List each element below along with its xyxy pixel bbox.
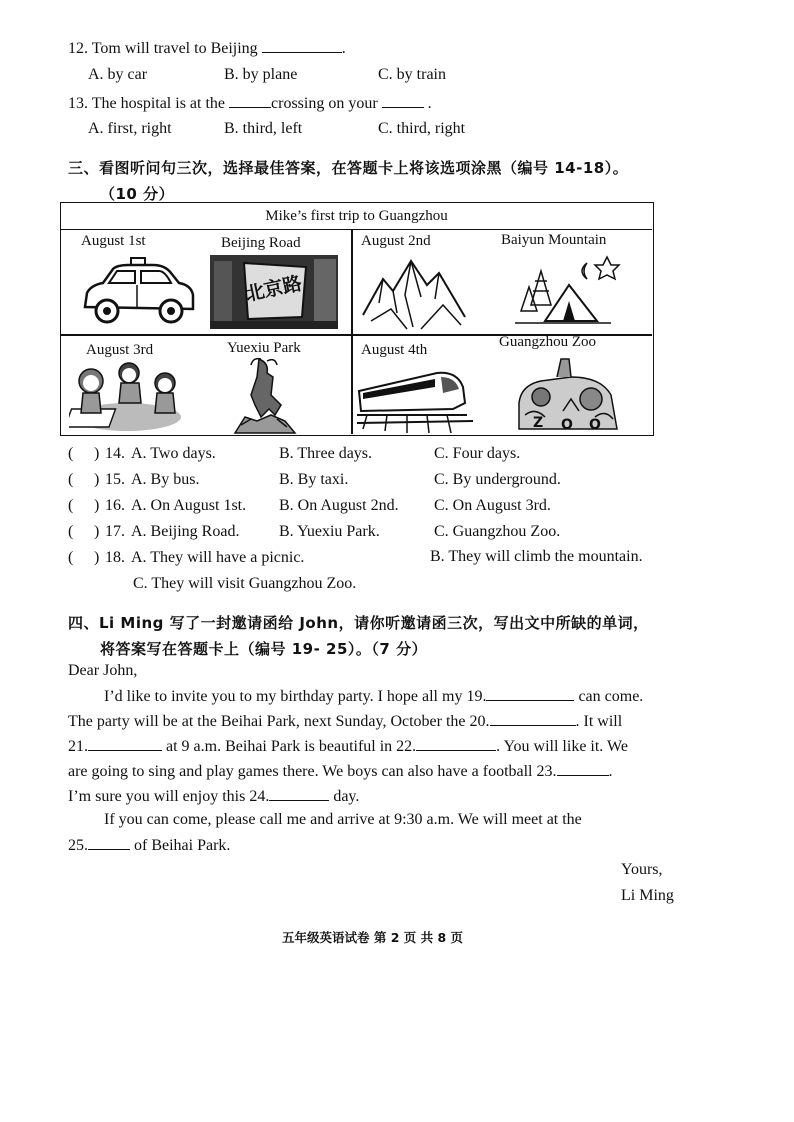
blank-20[interactable]: [490, 711, 576, 726]
section-4-heading-cont: 将答案写在答题卡上（编号 19- 25）。（7 分）: [100, 640, 428, 658]
option-c[interactable]: C. By underground.: [434, 471, 561, 488]
cell-place: Baiyun Mountain: [501, 232, 607, 248]
cell-date: August 1st: [81, 233, 146, 249]
letter-line: [68, 786, 359, 806]
letter-text: I’m sure you will enjoy this 24.: [68, 788, 270, 805]
goat-statue-icon: [221, 355, 305, 435]
svg-text:O: O: [561, 417, 573, 433]
answer-paren[interactable]: ): [94, 549, 100, 566]
option-a[interactable]: A. By bus.: [131, 471, 200, 488]
letter-text: I’d like to invite you to my birthday party. I hope all my 19.: [104, 688, 487, 705]
option-b[interactable]: B. Three days.: [279, 445, 373, 462]
blank-24[interactable]: [269, 786, 329, 801]
cell-place: Yuexiu Park: [227, 340, 301, 356]
cell-place: Guangzhou Zoo: [499, 334, 597, 350]
letter-text: 21.: [68, 738, 88, 755]
q13-option-b[interactable]: B. third, left: [224, 120, 303, 137]
letter-greeting: Dear John,: [68, 662, 138, 679]
letter-text: can come.: [578, 688, 644, 705]
option-a[interactable]: A. On August 1st.: [131, 497, 247, 514]
q12-option-c[interactable]: C. by train: [378, 66, 446, 83]
train-icon: [357, 363, 477, 435]
letter-text: are going to sing and play games there. We boys can also have a football 23.: [68, 763, 557, 780]
letter-line: [68, 761, 613, 781]
answer-blank[interactable]: [262, 38, 342, 53]
q13-option-c[interactable]: C. third, right: [378, 120, 466, 137]
cell-date: August 2nd: [361, 233, 431, 249]
svg-text:Z: Z: [533, 415, 544, 431]
letter-closing: Yours,: [621, 861, 663, 878]
mountains-icon: [361, 255, 471, 331]
section-3-score: （10 分）: [100, 185, 175, 203]
answer-paren[interactable]: ): [94, 497, 100, 514]
option-b[interactable]: B. On August 2nd.: [279, 497, 399, 514]
cell-place: Beijing Road: [221, 235, 301, 251]
answer-blank[interactable]: [382, 93, 424, 108]
letter-text: 25.: [68, 837, 88, 854]
table-divider: [351, 229, 353, 434]
option-c[interactable]: C. They will visit Guangzhou Zoo.: [133, 575, 357, 592]
letter-line: [68, 736, 628, 756]
letter-line: If you can come, please call me and arrive at 9:30 a.m. We will meet at the: [104, 811, 582, 828]
blank-25[interactable]: [88, 835, 130, 850]
answer-paren: (: [68, 497, 74, 514]
question-number: 18.: [105, 549, 125, 566]
blank-22[interactable]: [416, 736, 496, 751]
option-a[interactable]: A. Two days.: [131, 445, 216, 462]
q13-end: .: [427, 95, 432, 112]
sign-text: 北京路: [243, 272, 304, 306]
letter-text: The party will be at the Beihai Park, next Sunday, October the 20.: [68, 713, 490, 730]
zoo-animals-icon: [511, 355, 627, 435]
q13-stem-a: 13. The hospital is at the: [68, 95, 226, 112]
answer-paren: (: [68, 471, 74, 488]
letter-text: at 9 a.m. Beihai Park is beautiful in 22.: [166, 738, 417, 755]
option-c[interactable]: C. On August 3rd.: [434, 497, 551, 514]
letter-text: .: [608, 763, 613, 780]
question-number: 17.: [105, 523, 125, 540]
answer-paren[interactable]: ): [94, 445, 100, 462]
svg-text:O: O: [589, 417, 601, 433]
answer-paren[interactable]: ): [94, 523, 100, 540]
letter-text: of Beihai Park.: [134, 837, 231, 854]
question-13: [68, 93, 432, 113]
cell-date: August 4th: [361, 342, 428, 358]
table-title: Mike’s first trip to Guangzhou: [265, 208, 448, 224]
answer-blank[interactable]: [229, 93, 271, 108]
q12-option-a[interactable]: A. by car: [88, 66, 148, 83]
answer-paren: (: [68, 445, 74, 462]
camping-tent-icon: [511, 251, 631, 331]
blank-23[interactable]: [557, 761, 609, 776]
answer-paren: (: [68, 549, 74, 566]
option-b[interactable]: B. By taxi.: [279, 471, 349, 488]
q12-end: .: [341, 40, 346, 57]
q13-option-a[interactable]: A. first, right: [88, 120, 172, 137]
letter-signature: Li Ming: [621, 887, 674, 904]
question-number: 15.: [105, 471, 125, 488]
letter-line: [68, 835, 230, 855]
answer-paren: (: [68, 523, 74, 540]
picture-table: [60, 202, 654, 436]
option-a[interactable]: A. They will have a picnic.: [131, 549, 305, 566]
road-sign-photo: [210, 255, 338, 329]
section-3-heading: 三、看图听问句三次，选择最佳答案，在答题卡上将该选项涂黑（编号 14-18）。: [68, 159, 629, 177]
page-footer: 五年级英语试卷 第 2 页 共 8 页: [282, 930, 464, 945]
blank-21[interactable]: [88, 736, 162, 751]
table-divider: [61, 229, 652, 230]
option-b[interactable]: B. They will climb the mountain.: [430, 548, 643, 565]
option-b[interactable]: B. Yuexiu Park.: [279, 523, 380, 540]
letter-line: [68, 711, 622, 731]
question-number: 14.: [105, 445, 125, 462]
q13-stem-b: crossing on your: [271, 95, 378, 112]
letter-text: . You will like it. We: [496, 738, 628, 755]
option-a[interactable]: A. Beijing Road.: [131, 523, 240, 540]
letter-line: [104, 686, 643, 706]
taxi-icon: [79, 255, 197, 331]
letter-text: day.: [333, 788, 360, 805]
question-number: 16.: [105, 497, 125, 514]
q12-stem: 12. Tom will travel to Beijing: [68, 40, 258, 57]
picnic-icon: [69, 361, 185, 435]
blank-19[interactable]: [486, 686, 574, 701]
option-c[interactable]: C. Four days.: [434, 445, 521, 462]
answer-paren[interactable]: ): [94, 471, 100, 488]
cell-date: August 3rd: [86, 342, 154, 358]
question-12: [68, 38, 346, 58]
letter-text: . It will: [575, 713, 623, 730]
q12-option-b[interactable]: B. by plane: [224, 66, 298, 83]
option-c[interactable]: C. Guangzhou Zoo.: [434, 523, 561, 540]
section-4-heading: 四、Li Ming 写了一封邀请函给 John，请你听邀请函三次，写出文中所缺的单词，: [68, 614, 649, 632]
